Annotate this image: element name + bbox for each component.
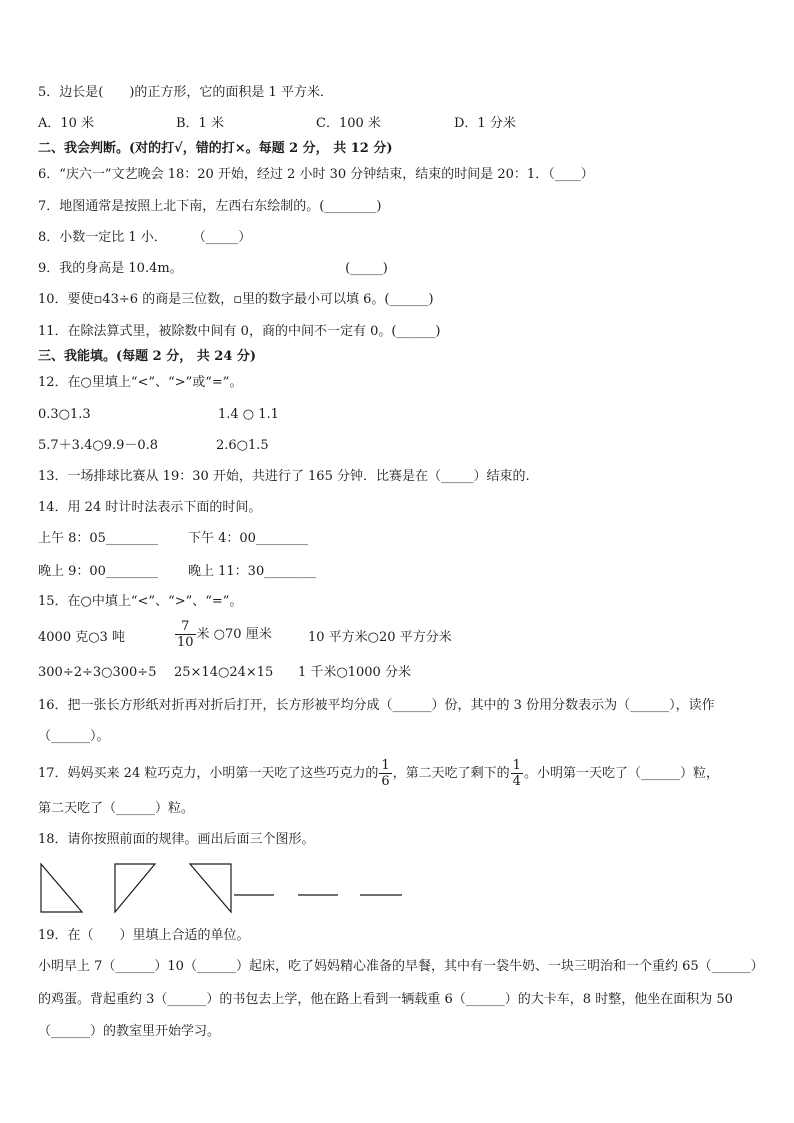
q12-stem: 12．在○里填上“<”、“>”或“=”。 (38, 375, 243, 390)
q18-pattern-figure (38, 860, 408, 918)
q17-fraction-2: $\frac{1}{4}$ (512, 758, 521, 789)
q13: 13．一场排球比赛从 19：30 开始，共进行了 165 分钟．比赛是在（_____）结束的. (38, 469, 530, 484)
q16-line-1: 16．把一张长方形纸对折再对折后打开，长方形被平均分成（______）份，其中的 3 份用分数表示为（______），读作 (38, 698, 715, 713)
q5-stem: 5．边长是( )的正方形，它的面积是 1 平方米． (38, 85, 333, 100)
judge-q6: 6．“庆六一”文艺晚会 18：20 开始，经过 2 小时 30 分钟结束，结束的时间是 20：1．（____） (38, 167, 594, 182)
q17-line-2: 第二天吃了（______）粒。 (38, 801, 195, 816)
q17-line-1: 17．妈妈买来 24 粒巧克力，小明第一天吃了这些巧克力的 $\frac{1}{6}$ ，第二天吃了剩下的 $\frac{1}{4}$ 。小明第一天吃了（______）粒， (38, 758, 719, 789)
q14-stem: 14．用 24 时计时法表示下面的时间。 (38, 500, 262, 515)
section-2-heading: 二、我会判断。(对的打√，错的打×。每题 2 分， 共 12 分) (38, 141, 393, 156)
q15-item-6: 1 千米○1000 分米 (298, 665, 411, 680)
q5-option-a: A．10 米 (38, 116, 95, 131)
q19-line-1: 小明早上 7（______）10（______）起床，吃了妈妈精心准备的早餐，其中有一袋牛奶、一块三明治和一个重约 65（______） (38, 959, 764, 974)
judge-q7: 7．地图通常是按照上北下南，左西右东绘制的。(________) (38, 199, 382, 214)
q19-stem: 19．在（ ）里填上合适的单位。 (38, 928, 250, 943)
q15-item-2: $\frac{7}{10}$ 米 ○70 厘米 (177, 619, 272, 650)
q15-item-4: 300÷2÷3○300÷5 (38, 665, 157, 680)
q15-item-3: 10 平方米○20 平方分米 (308, 630, 452, 645)
q12-item-2: 1.4 ○ 1.1 (218, 407, 279, 422)
q5-option-d: D．1 分米 (454, 116, 516, 131)
q14-item-1: 上午 8：05________ (38, 531, 158, 546)
judge-q9: 9．我的身高是 10.4m。 (_____) (38, 261, 388, 276)
q17-fraction-1: $\frac{1}{6}$ (381, 758, 390, 789)
q14-item-3: 晚上 9：00________ (38, 564, 158, 579)
judge-q10: 10．要使▫43÷6 的商是三位数，▫里的数字最小可以填 6。(______) (38, 292, 434, 307)
q12-item-3: 5.7＋3.4○9.9－0.8 (38, 438, 159, 453)
q16-line-2: （______）。 (38, 729, 110, 744)
section-3-heading: 三、我能填。(每题 2 分， 共 24 分) (38, 349, 257, 364)
q14-item-4: 晚上 11：30________ (188, 564, 317, 579)
q12-item-1: 0.3○1.3 (38, 407, 91, 422)
q5-option-b: B．1 米 (176, 116, 224, 131)
q15-item-1: 4000 克○3 吨 (38, 630, 125, 645)
q19-line-2: 的鸡蛋。背起重约 3（______）的书包去上学，他在路上看到一辆载重 6（______）的大卡车，8 时整，他坐在面积为 50 (38, 992, 733, 1007)
q15-fraction: $\frac{7}{10}$ (177, 619, 194, 650)
triangle-shape-3 (190, 864, 231, 912)
q15-item-5: 25×14○24×15 (174, 665, 274, 680)
triangle-shape-2 (115, 864, 155, 912)
judge-q8: 8．小数一定比 1 小． （_____） (38, 230, 252, 245)
triangle-shape-1 (41, 864, 82, 912)
q12-item-4: 2.6○1.5 (216, 438, 269, 453)
judge-q11: 11．在除法算式里，被除数中间有 0，商的中间不一定有 0。(______) (38, 324, 441, 339)
q19-line-3: （______）的教室里开始学习。 (38, 1024, 221, 1039)
q14-item-2: 下午 4：00________ (188, 531, 308, 546)
q15-stem: 15．在○中填上“<”、“>”、“=”。 (38, 594, 243, 609)
q18-stem: 18．请你按照前面的规律。画出后面三个图形。 (38, 832, 315, 847)
q5-option-c: C．100 米 (316, 116, 381, 131)
